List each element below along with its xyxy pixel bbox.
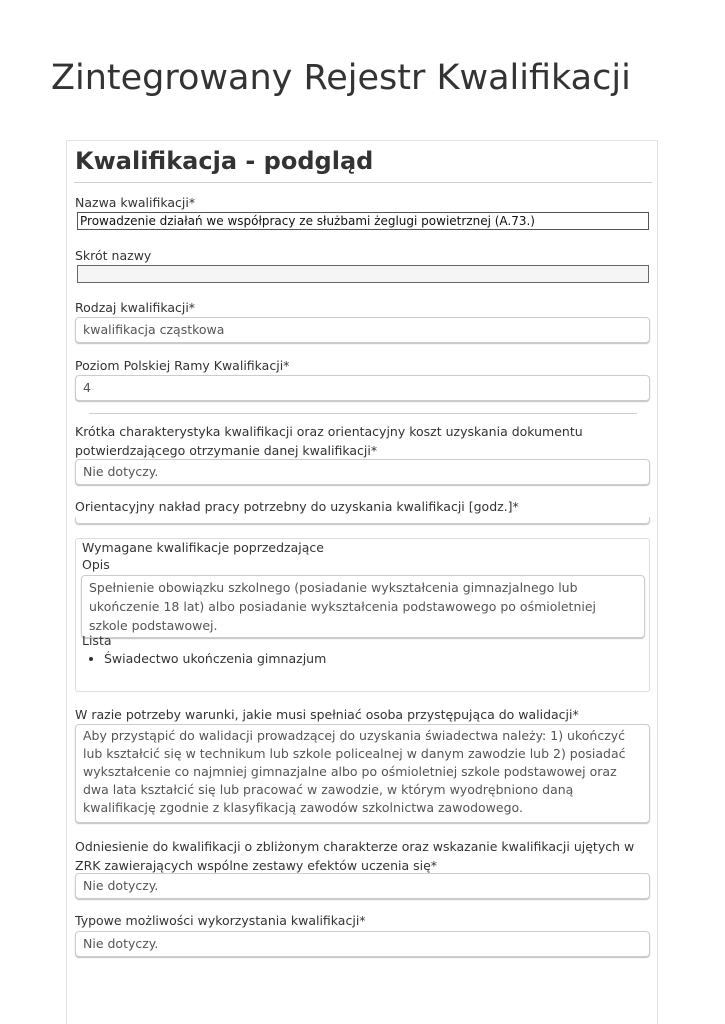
short-name-field [77,265,649,283]
prerequisites-list-label: Lista [82,633,112,648]
reference-field: Nie dotyczy. [75,873,650,899]
short-name-label: Skrót nazwy [75,248,152,263]
level-label: Poziom Polskiej Ramy Kwalifikacji* [75,358,290,373]
name-label: Nazwa kwalifikacji* [75,195,196,210]
panel-title: Kwalifikacja - podgląd [75,147,374,175]
workload-label: Orientacyjny nakład pracy potrzebny do uzyskania kwalifikacji [godz.]* [75,499,519,514]
description-field: Nie dotyczy. [75,459,650,485]
qualification-panel [66,140,658,1024]
conditions-label: W razie potrzeby warunki, jakie musi spełniać osoba przystępująca do walidacji* [75,707,579,722]
prerequisites-box [75,538,650,692]
level-field: 4 [75,375,650,401]
name-field: Prowadzenie działań we współpracy ze służbami żeglugi powietrznej (A.73.) [77,212,649,230]
prerequisites-desc-label: Opis [82,557,110,572]
prerequisites-list [86,650,326,668]
type-field: kwalifikacja cząstkowa [75,317,650,343]
site-title: Zintegrowany Rejestr Kwalifikacji [51,58,631,98]
prerequisites-title: Wymagane kwalifikacje poprzedzające [82,540,324,555]
usage-field: Nie dotyczy. [75,931,650,957]
type-label: Rodzaj kwalifikacji* [75,300,196,315]
section-divider [89,413,637,414]
prerequisites-desc-field: Spełnienie obowiązku szkolnego (posiadanie wykształcenia gimnazjalnego lub ukończenie 18 lat) albo posiadanie wykształcenia podstawowego po ośmioletniej szkole podstawowej. [81,575,645,638]
list-item: • Świadectwo ukończenia gimnazjum [104,650,326,668]
description-label: Krótka charakterystyka kwalifikacji oraz orientacyjny koszt uzyskania dokumentu potwierdzającego otrzymanie danej kwalifikacji* [75,424,583,458]
reference-label: Odniesienie do kwalifikacji o zbliżonym charakterze oraz wskazanie kwalifikacji ujętych w ZRK zawierających wspólne zestawy efektów uczenia się* [75,839,635,873]
usage-label: Typowe możliwości wykorzystania kwalifikacji* [75,913,366,928]
conditions-field: Aby przystąpić do walidacji prowadzącej do uzyskania świadectwa należy: 1) ukończyć lub kształcić się w technikum lub szkole policealnej w danym zawodzie lub 2) posiadać wykształcenie co najmniej gimnazjalne albo po ośmioletniej szkole podstawowej oraz dwa lata kształcić się lub pracować w zawodzie, w którym wyodrębniono daną kwalifikację zgodnie z klasyfikacją zawodów szkolnictwa zawodowego. [75,724,650,823]
workload-field [75,517,650,524]
title-divider [74,182,652,183]
